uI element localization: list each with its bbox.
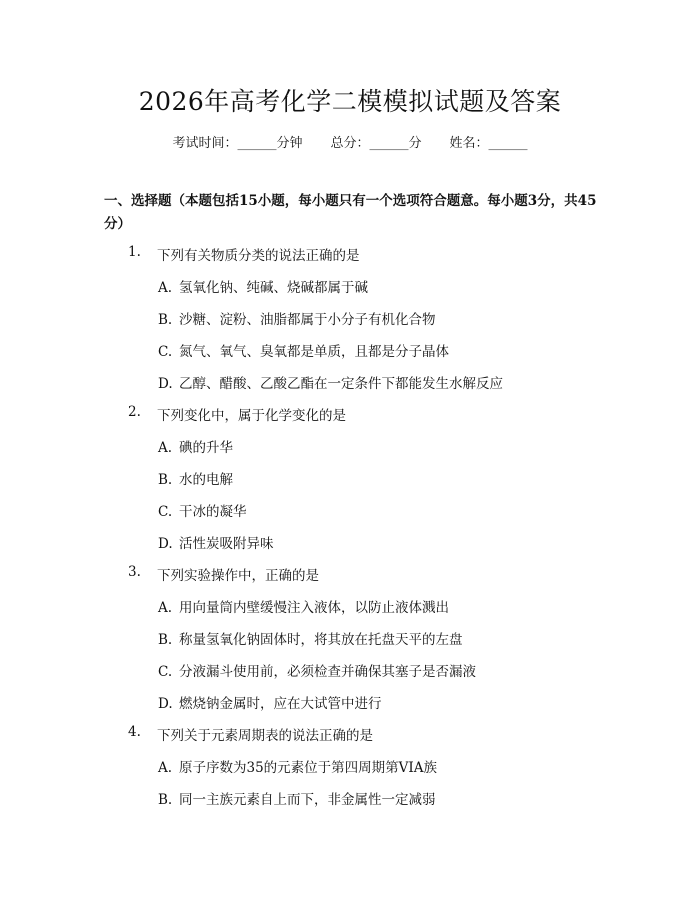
question-number: 4.	[128, 724, 141, 740]
page-title: 2026年高考化学二模模拟试题及答案	[138, 87, 562, 116]
option-text: 分液漏斗使用前，必须检查并确保其塞子是否漏液	[179, 664, 476, 680]
option-item	[158, 532, 274, 552]
question-text: 下列有关物质分类的说法正确的是	[157, 248, 360, 264]
time-unit: 分钟	[276, 136, 303, 151]
option-text: 燃烧钠金属时，应在大试管中进行	[179, 696, 382, 712]
option-text: 活性炭吸附异味	[179, 536, 274, 552]
option-item	[158, 372, 503, 392]
option-item	[158, 596, 449, 616]
score-label: 总分：	[330, 136, 370, 151]
option-item	[158, 340, 449, 360]
option-letter: A.	[158, 440, 173, 456]
option-text: 乙醇、醋酸、乙酸乙酯在一定条件下都能发生水解反应	[179, 376, 503, 392]
option-text: 氮气、氧气、臭氧都是单质，且都是分子晶体	[179, 344, 449, 360]
option-text: 碘的升华	[179, 440, 233, 456]
option-text: 氢氧化钠、纯碱、烧碱都属于碱	[179, 280, 368, 296]
option-item	[158, 788, 436, 808]
name-label: 姓名：	[449, 136, 489, 151]
question-text: 下列变化中，属于化学变化的是	[157, 408, 346, 424]
option-letter: D.	[158, 696, 173, 712]
option-letter: C.	[158, 504, 173, 520]
option-item	[158, 500, 247, 520]
exam-info-line	[0, 132, 700, 151]
option-letter: D.	[158, 536, 173, 552]
option-text: 水的电解	[179, 472, 233, 488]
question-text: 下列实验操作中，正确的是	[157, 568, 319, 584]
option-text: 干冰的凝华	[179, 504, 247, 520]
option-item	[158, 276, 368, 296]
option-text: 沙糖、淀粉、油脂都属于小分子有机化合物	[179, 312, 436, 328]
name-blank: ______	[488, 136, 528, 151]
option-letter: C.	[158, 344, 173, 360]
option-item	[158, 436, 233, 456]
time-label: 考试时间：	[172, 136, 238, 151]
question-number: 2.	[128, 404, 141, 420]
option-letter: C.	[158, 664, 173, 680]
option-item	[158, 756, 437, 776]
question-number: 3.	[128, 564, 141, 580]
option-item	[158, 660, 476, 680]
option-letter: A.	[158, 280, 173, 296]
score-blank: ______	[369, 136, 409, 151]
option-letter: B.	[158, 312, 173, 328]
option-item	[158, 692, 382, 712]
option-text: 同一主族元素自上而下，非金属性一定减弱	[179, 792, 436, 808]
option-item	[158, 628, 463, 648]
option-letter: B.	[158, 472, 173, 488]
option-text: 用向量筒内壁缓慢注入液体，以防止液体溅出	[179, 600, 449, 616]
option-letter: B.	[158, 792, 173, 808]
option-letter: B.	[158, 632, 173, 648]
option-text: 称量氢氧化钠固体时，将其放在托盘天平的左盘	[179, 632, 463, 648]
section-heading: 一、选择题（本题包括15小题，每小题只有一个选项符合题意。每小题3分，共45分）	[104, 193, 597, 232]
option-text: 原子序数为35的元素位于第四周期第VIA族	[179, 760, 438, 776]
option-letter: D.	[158, 376, 173, 392]
question-number: 1.	[128, 244, 141, 260]
option-item	[158, 468, 233, 488]
question-text: 下列关于元素周期表的说法正确的是	[157, 728, 373, 744]
option-letter: A.	[158, 760, 173, 776]
option-item	[158, 308, 436, 328]
score-unit: 分	[408, 136, 422, 151]
option-letter: A.	[158, 600, 173, 616]
time-blank: ______	[237, 136, 277, 151]
